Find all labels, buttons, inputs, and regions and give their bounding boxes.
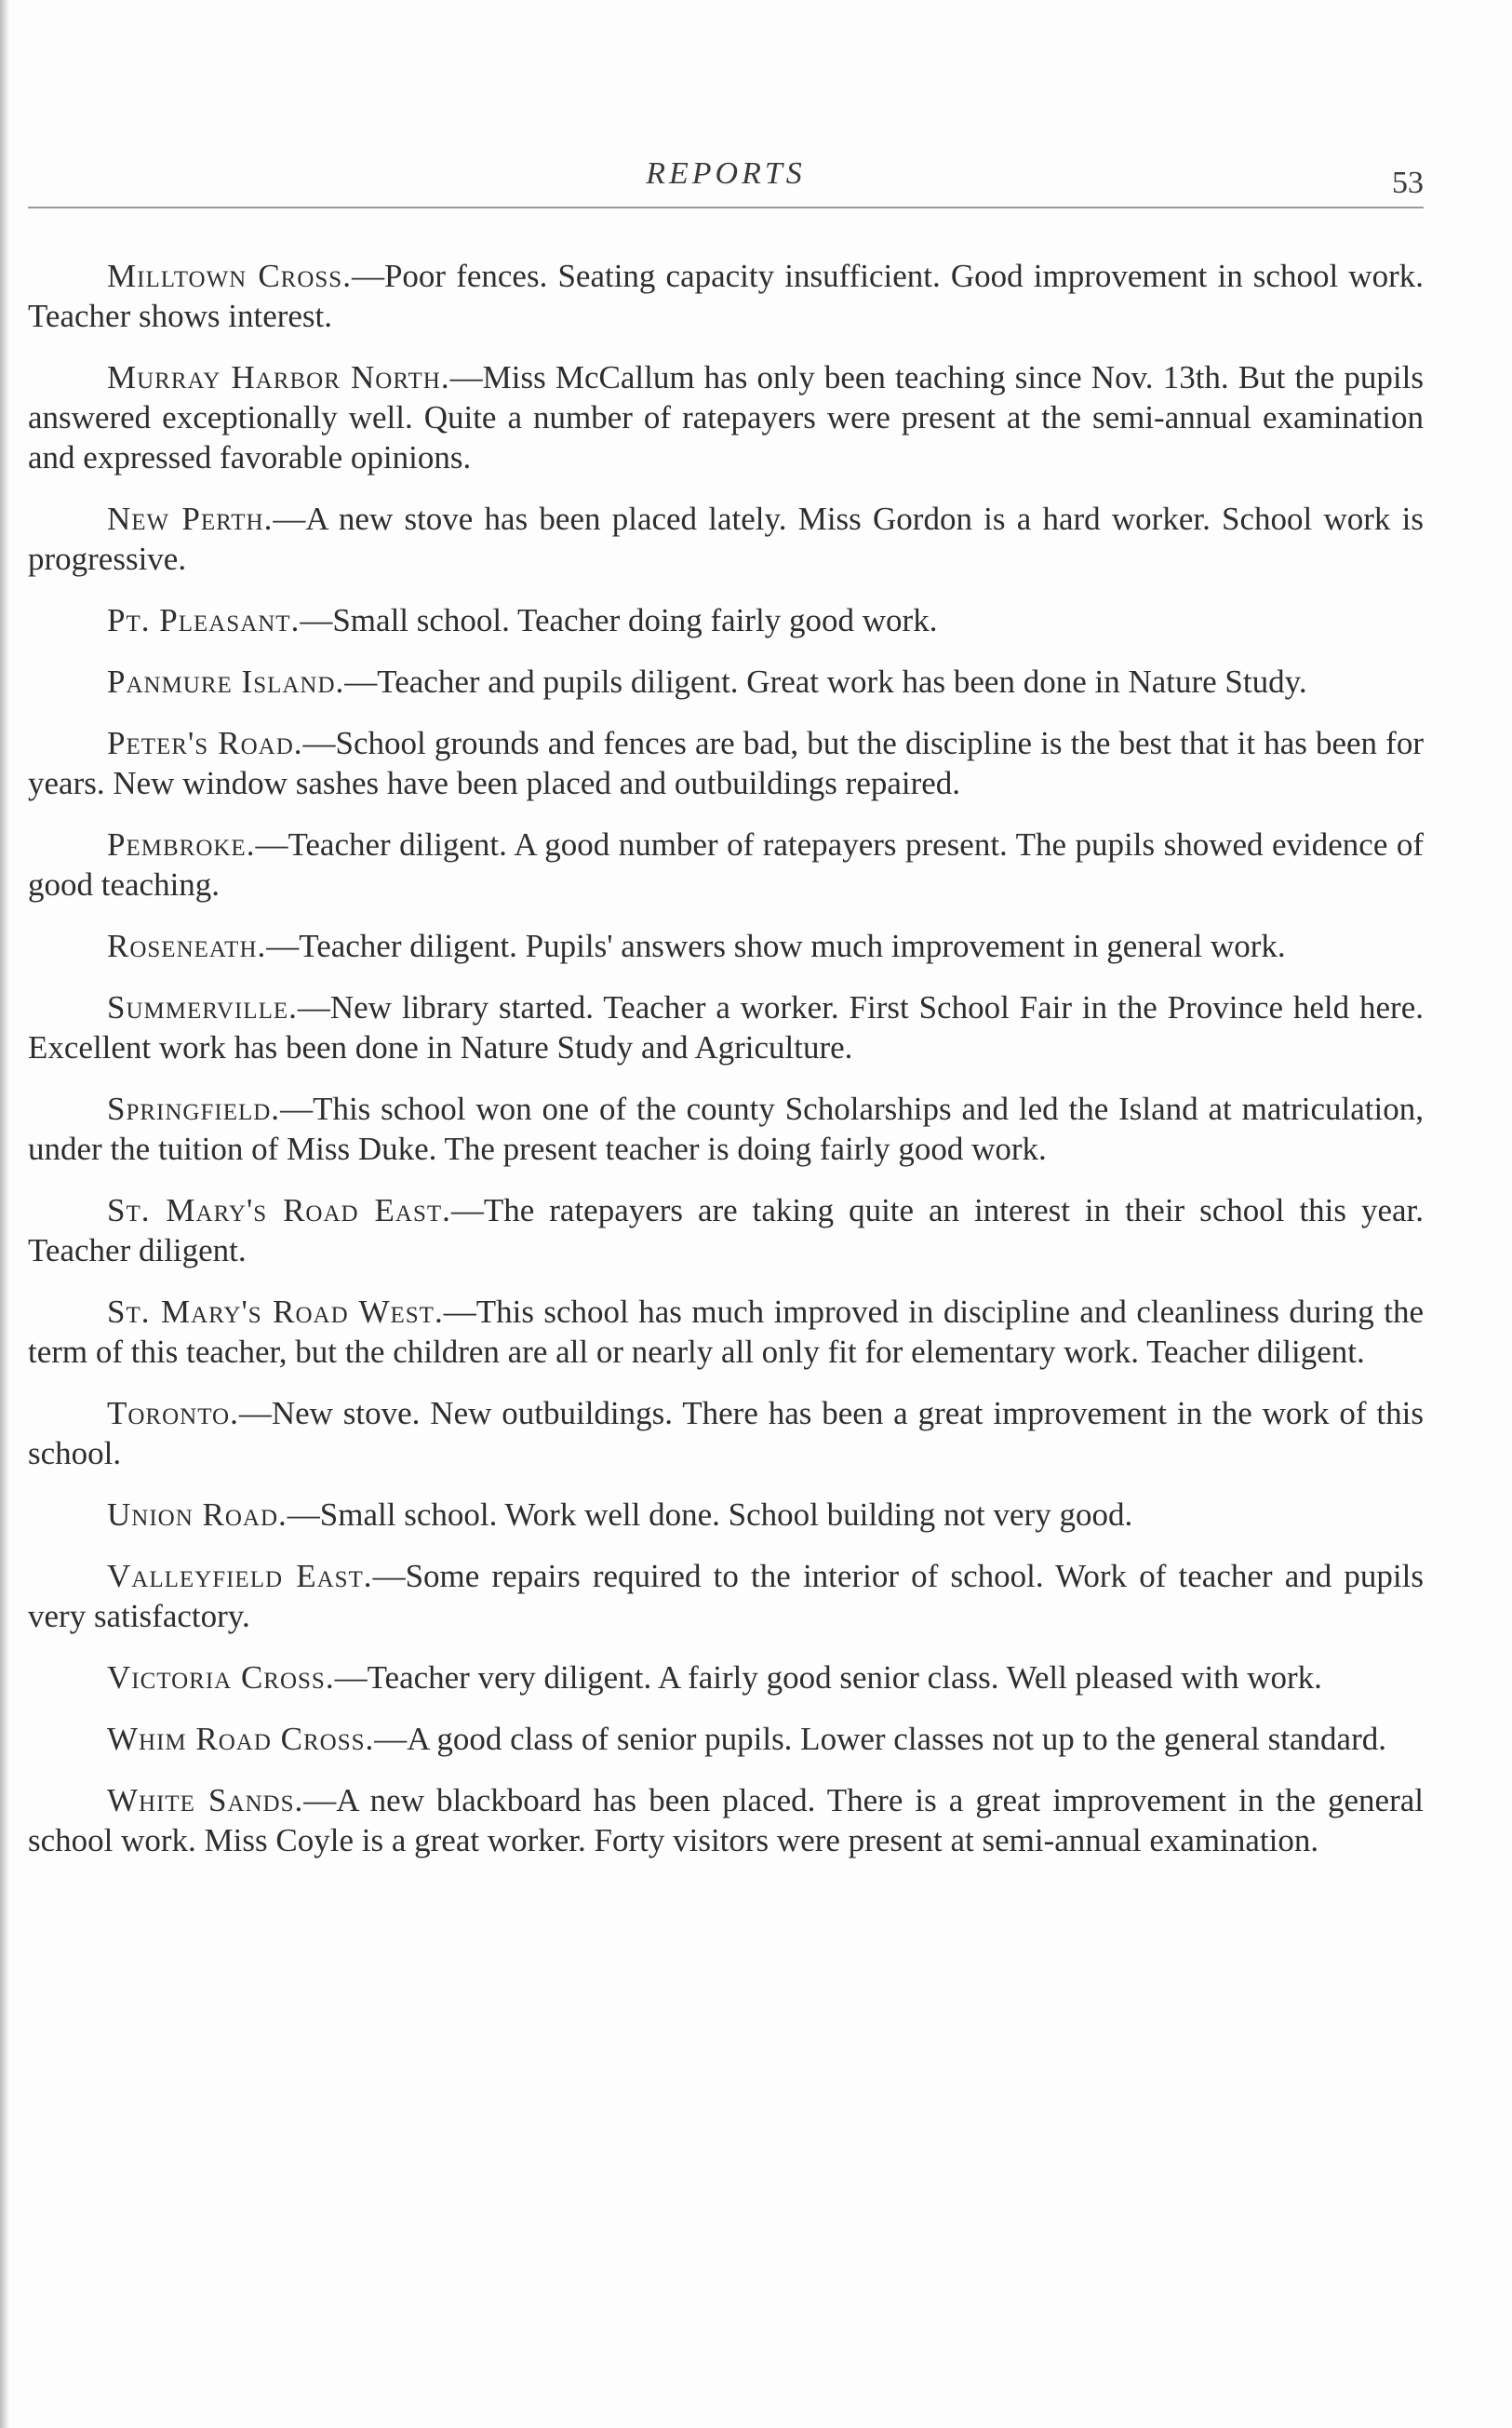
school-name: Peter's Road.	[107, 725, 303, 761]
page-header	[28, 156, 1424, 212]
school-name: Panmure Island.	[107, 664, 345, 700]
report-text: —This school won one of the county Scholarships and led the Island at matriculation, under the tuition of Miss Duke. The present teacher is doing fairly good work.	[28, 1091, 1424, 1167]
report-entry	[28, 1556, 1424, 1636]
report-entry	[28, 1393, 1424, 1473]
running-head: REPORTS	[646, 156, 806, 191]
report-entry	[28, 1495, 1424, 1535]
report-text: —New stove. New outbuildings. There has been a great improvement in the work of this school.	[28, 1395, 1424, 1471]
report-entry	[28, 662, 1424, 702]
school-name: Toronto.	[107, 1395, 239, 1431]
report-entry	[28, 499, 1424, 579]
report-text: —A new stove has been placed lately. Miss Gordon is a hard worker. School work is progressive.	[28, 501, 1424, 577]
report-text: —Teacher and pupils diligent. Great work has been done in Nature Study.	[344, 664, 1307, 700]
report-text: —School grounds and fences are bad, but the discipline is the best that it has been for years. New window sashes have been placed and outbuildings repaired.	[28, 725, 1424, 801]
school-name: Victoria Cross.	[107, 1659, 335, 1696]
report-entry	[28, 357, 1424, 477]
school-name: Union Road.	[107, 1496, 288, 1533]
school-name: St. Mary's Road East.	[107, 1192, 451, 1228]
report-body	[28, 256, 1424, 1882]
report-text: —Some repairs required to the interior of school. Work of teacher and pupils very satisfactory.	[28, 1558, 1424, 1634]
report-text: —Small school. Teacher doing fairly good work.	[300, 602, 938, 638]
school-name: Springfield.	[107, 1091, 281, 1127]
report-entry	[28, 926, 1424, 966]
report-entry	[28, 1657, 1424, 1697]
page-edge-shadow	[0, 0, 9, 2428]
report-entry	[28, 987, 1424, 1067]
report-entry	[28, 600, 1424, 640]
report-text: —Teacher diligent. Pupils' answers show much improvement in general work.	[266, 928, 1286, 964]
report-text: —Small school. Work well done. School building not very good.	[287, 1496, 1133, 1533]
school-name: Milltown Cross.	[107, 258, 352, 294]
school-name: White Sands.	[107, 1782, 304, 1818]
report-text: —Miss McCallum has only been teaching since Nov. 13th. But the pupils answered exceptionally well. Quite a number of ratepayers were present at the semi-annual examination and expressed favorable opinions.	[28, 359, 1424, 476]
school-name: Pt. Pleasant.	[107, 602, 301, 638]
school-name: Whim Road Cross.	[107, 1721, 375, 1757]
report-text: —Teacher very diligent. A fairly good senior class. Well pleased with work.	[334, 1659, 1322, 1696]
report-text: —Poor fences. Seating capacity insufficient. Good improvement in school work. Teacher shows interest.	[28, 258, 1424, 334]
report-entry	[28, 1719, 1424, 1759]
school-name: New Perth.	[107, 501, 274, 537]
report-entry	[28, 825, 1424, 905]
report-entry	[28, 1089, 1424, 1169]
school-name: Valleyfield East.	[107, 1558, 373, 1594]
report-entry	[28, 1190, 1424, 1270]
report-text: —A good class of senior pupils. Lower classes not up to the general standard.	[374, 1721, 1386, 1757]
report-entry	[28, 1780, 1424, 1860]
report-text: —Teacher diligent. A good number of ratepayers present. The pupils showed evidence of good teaching.	[28, 826, 1424, 903]
school-name: Summerville.	[107, 989, 298, 1026]
school-name: St. Mary's Road West.	[107, 1294, 444, 1330]
school-name: Pembroke.	[107, 826, 256, 863]
header-rule	[28, 207, 1424, 208]
report-entry	[28, 256, 1424, 336]
report-text: —This school has much improved in discipline and cleanliness during the term of this teacher, but the children are all or nearly all only fit for elementary work. Teacher diligent.	[28, 1294, 1425, 1370]
report-text: —New library started. Teacher a worker. First School Fair in the Province held here. Excellent work has been done in Nature Study and Agriculture.	[28, 989, 1424, 1066]
school-name: Roseneath.	[107, 928, 267, 964]
school-name: Murray Harbor North.	[107, 359, 450, 396]
report-entry	[28, 723, 1424, 803]
report-text: —A new blackboard has been placed. There is a great improvement in the general school work. Miss Coyle is a great worker. Forty visitors were present at semi-annual examination.	[28, 1782, 1424, 1858]
report-text: —The ratepayers are taking quite an interest in their school this year. Teacher diligent.	[28, 1192, 1424, 1268]
page-number: 53	[1392, 166, 1424, 200]
report-entry	[28, 1292, 1424, 1372]
